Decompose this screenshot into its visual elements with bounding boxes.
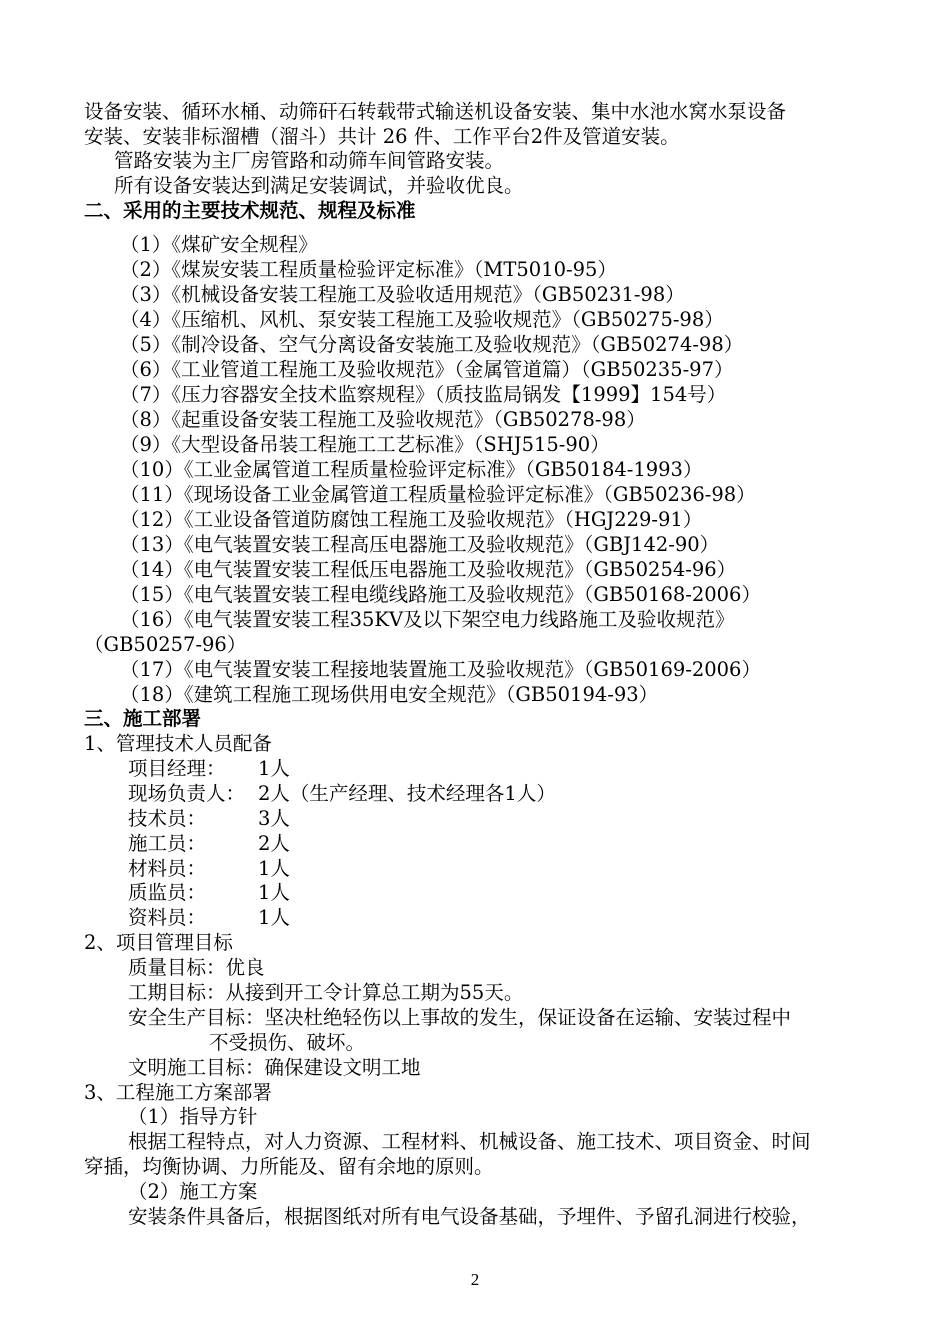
staff-item <box>128 905 290 930</box>
standard-item: （13）《电气装置安装工程高压电器施工及验收规范》（GBJ142-90） <box>120 533 720 556</box>
paragraph-line: 安装、安装非标溜槽（溜斗）共计 26 件、工作平台2件及管道安装。 <box>84 125 680 148</box>
section-heading: 三、施工部署 <box>84 707 202 730</box>
staff-role: 项目经理： <box>128 757 226 780</box>
subsection-title: 3、工程施工方案部署 <box>84 1081 272 1104</box>
goal-line: 工期目标：从接到开工令计算总工期为55天。 <box>128 981 524 1004</box>
staff-role: 现场负责人： <box>128 782 246 805</box>
standard-item: （14）《电气装置安装工程低压电器施工及验收规范》（GB50254-96） <box>120 558 737 581</box>
standard-item: （17）《电气装置安装工程接地装置施工及验收规范》（GB50169-2006） <box>120 658 761 681</box>
staff-item <box>128 831 290 856</box>
standard-item: （7）《压力容器安全技术监察规程》（质技监局锅发【1999】154号） <box>120 383 727 406</box>
staff-count: 2人 <box>258 832 290 855</box>
goal-line: 安全生产目标：坚决杜绝轻伤以上事故的发生，保证设备在运输、安装过程中 <box>128 1006 792 1029</box>
paragraph-line: 设备安装、循环水桶、动筛矸石转载带式输送机设备安装、集中水池水窝水泵设备 <box>84 100 787 123</box>
standard-item: （9）《大型设备吊装工程施工工艺标准》（SHJ515-90） <box>120 433 610 456</box>
staff-role: 施工员： <box>128 832 207 855</box>
paragraph-line: 管路安装为主厂房管路和动筛车间管路安装。 <box>114 149 505 172</box>
standard-item: （4）《压缩机、风机、泵安装工程施工及验收规范》（GB50275-98） <box>120 308 724 331</box>
standard-item: （11）《现场设备工业金属管道工程质量检验评定标准》（GB50236-98） <box>120 483 756 506</box>
plan-line: 穿插，均衡协调、力所能及、留有余地的原则。 <box>84 1155 494 1178</box>
standard-item: （18）《建筑工程施工现场供用电安全规范》（GB50194-93） <box>120 683 659 706</box>
goal-line: 质量目标：优良 <box>128 956 265 979</box>
standard-item: （1）《煤矿安全规程》 <box>120 233 318 256</box>
staff-role: 质监员： <box>128 881 207 904</box>
standard-item: （5）《制冷设备、空气分离设备安装施工及验收规范》（GB50274-98） <box>120 333 744 356</box>
staff-role: 资料员： <box>128 906 207 929</box>
paragraph-line: 所有设备安装达到满足安装调试，并验收优良。 <box>114 174 524 197</box>
staff-item <box>128 806 290 831</box>
standard-item: （8）《起重设备安装工程施工及验收规范》（GB50278-98） <box>120 408 646 431</box>
staff-count: 3人 <box>258 807 290 830</box>
goal-line: 文明施工目标：确保建设文明工地 <box>128 1056 421 1079</box>
standard-item: （GB50257-96） <box>84 633 247 656</box>
standard-item: （16）《电气装置安装工程35KV及以下架空电力线路施工及验收规范》 <box>120 608 735 631</box>
subsection-title: 1、管理技术人员配备 <box>84 732 272 755</box>
plan-line: 安装条件具备后，根据图纸对所有电气设备基础，予埋件、予留孔洞进行校验， <box>128 1205 811 1228</box>
goal-line: 不受损伤、破坏。 <box>209 1031 366 1054</box>
staff-item <box>128 781 556 806</box>
plan-line: （2）施工方案 <box>128 1180 258 1203</box>
staff-role: 材料员： <box>128 857 207 880</box>
plan-line: （1）指导方针 <box>128 1105 258 1128</box>
staff-item <box>128 756 290 781</box>
staff-count: 1人 <box>258 857 290 880</box>
staff-item <box>128 880 290 905</box>
standard-item: （15）《电气装置安装工程电缆线路施工及验收规范》（GB50168-2006） <box>120 583 761 606</box>
staff-count: 1人 <box>258 757 290 780</box>
staff-count: 1人 <box>258 906 290 929</box>
staff-count: 2人（生产经理、技术经理各1人） <box>258 782 556 805</box>
staff-role: 技术员： <box>128 807 207 830</box>
staff-count: 1人 <box>258 881 290 904</box>
staff-item <box>128 856 290 881</box>
standard-item: （3）《机械设备安装工程施工及验收适用规范》（GB50231-98） <box>120 283 685 306</box>
section-heading: 二、采用的主要技术规范、规程及标准 <box>84 199 416 222</box>
standard-item: （6）《工业管道工程施工及验收规范》（金属管道篇）（GB50235-97） <box>120 358 734 381</box>
page-number: 2 <box>470 1270 480 1289</box>
standard-item: （10）《工业金属管道工程质量检验评定标准》（GB50184-1993） <box>120 458 703 481</box>
subsection-title: 2、项目管理目标 <box>84 931 233 954</box>
standard-item: （12）《工业设备管道防腐蚀工程施工及验收规范》（HGJ229-91） <box>120 508 703 531</box>
plan-line: 根据工程特点，对人力资源、工程材料、机械设备、施工技术、项目资金、时间 <box>128 1130 811 1153</box>
standard-item: （2）《煤炭安装工程质量检验评定标准》（MT5010-95） <box>120 258 617 281</box>
